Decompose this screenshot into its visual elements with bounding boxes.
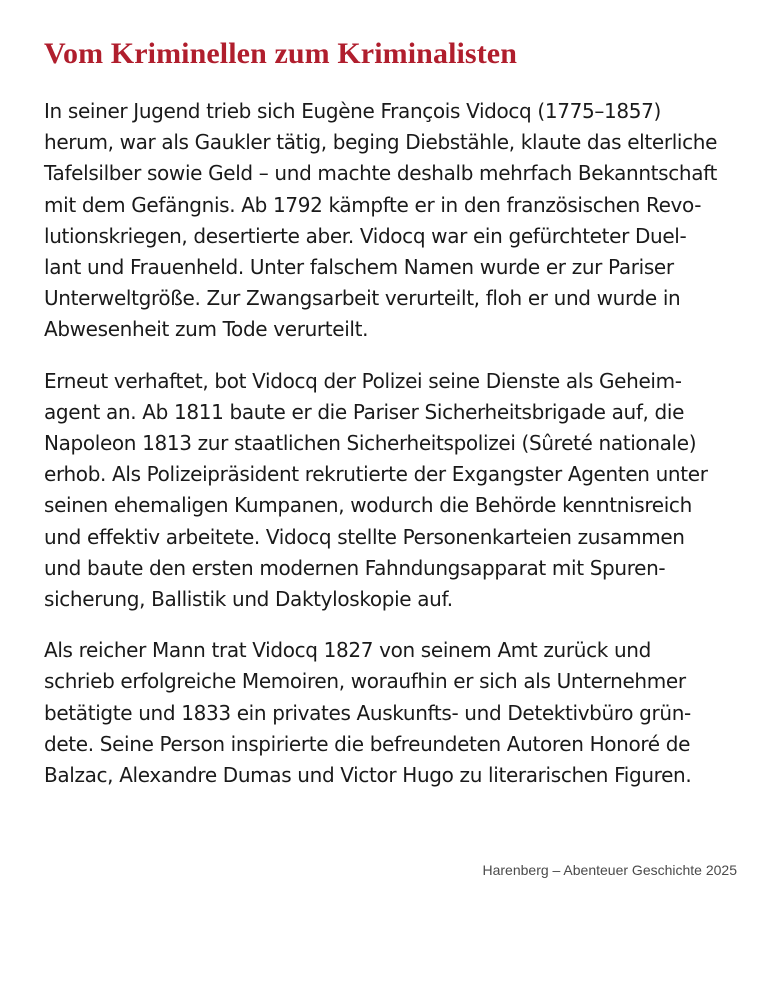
article-paragraph-3 bbox=[44, 635, 744, 791]
text-line: dete. Seine Person inspirierte die befreundeten Autoren Honoré de bbox=[44, 731, 691, 756]
text-line: In seiner Jugend trieb sich Eugène François Vidocq (1775–1857) bbox=[44, 99, 661, 123]
text-line: Als reicher Mann trat Vidocq 1827 von seinem Amt zurück und bbox=[44, 638, 651, 663]
text-line: Balzac, Alexandre Dumas und Victor Hugo zu literarischen Figuren. bbox=[44, 763, 692, 788]
text-line: Abwesenheit zum Tode verurteilt. bbox=[44, 317, 369, 342]
text-line: agent an. Ab 1811 baute er die Pariser Sicherheitsbrigade auf, die bbox=[44, 399, 685, 424]
text-line: Napoleon 1813 zur staatlichen Sicherheitspolizei (Sûreté nationale) bbox=[44, 431, 697, 456]
article-paragraph-1 bbox=[44, 96, 744, 346]
text-line: lant und Frauenheld. Unter falschem Namen wurde er zur Pariser bbox=[44, 255, 674, 280]
text-line: Tafelsilber sowie Geld – und machte deshalb mehrfach Bekanntschaft bbox=[44, 161, 717, 186]
text-line: schrieb erfolgreiche Memoiren, woraufhin er sich als Unternehmer bbox=[44, 669, 686, 694]
text-line: Erneut verhaftet, bot Vidocq der Polizei seine Dienste als Geheim- bbox=[44, 368, 682, 393]
text-line: mit dem Gefängnis. Ab 1792 kämpfte er in den französischen Revo- bbox=[44, 192, 702, 217]
text-line: lutionskriegen, desertierte aber. Vidocq war ein gefürchteter Duel- bbox=[44, 223, 687, 248]
page-title: Vom Kriminellen zum Kriminalisten bbox=[44, 37, 518, 70]
text-line: sicherung, Ballistik und Daktyloskopie auf. bbox=[44, 587, 453, 612]
publisher-footer: Harenberg – Abenteuer Geschichte 2025 bbox=[482, 862, 737, 878]
article-paragraph-2 bbox=[44, 366, 744, 616]
text-line: erhob. Als Polizeipräsident rekrutierte der Exgangster Agenten unter bbox=[44, 462, 708, 487]
text-line: seinen ehemaligen Kumpanen, wodurch die Behörde kenntnisreich bbox=[44, 493, 692, 518]
text-line: betätigte und 1833 ein privates Auskunfts- und Detektivbüro grün- bbox=[44, 700, 691, 725]
text-line: und effektiv arbeitete. Vidocq stellte Personenkarteien zusammen bbox=[44, 524, 685, 549]
article-body bbox=[44, 96, 744, 811]
text-line: und baute den ersten modernen Fahndungsapparat mit Spuren- bbox=[44, 555, 666, 580]
text-line: herum, war als Gaukler tätig, beging Diebstähle, klaute das elterliche bbox=[44, 130, 718, 155]
text-line: Unterweltgröße. Zur Zwangsarbeit verurteilt, floh er und wurde in bbox=[44, 286, 681, 311]
